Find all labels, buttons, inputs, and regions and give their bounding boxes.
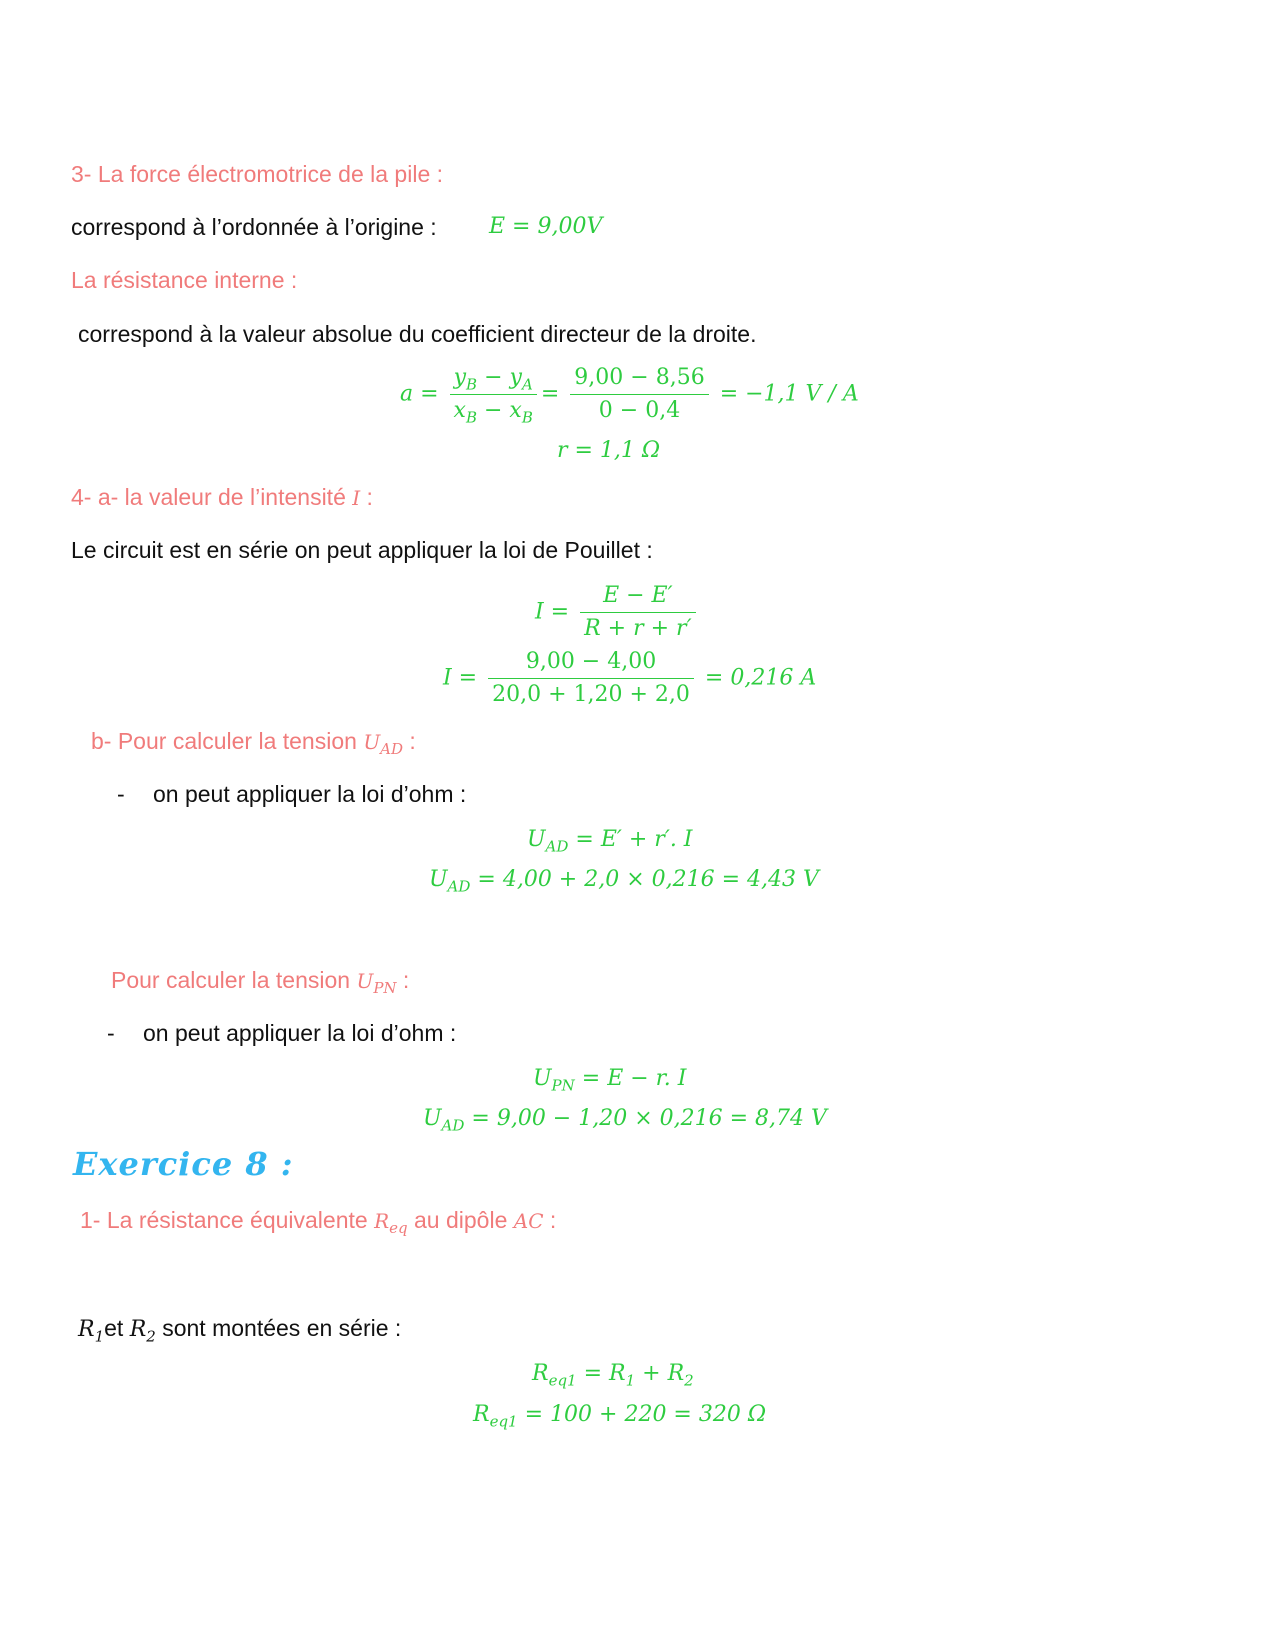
slope-fraction-symbolic — [450, 364, 537, 425]
section3-line1: correspond à l’ordonnée à l’origine : — [71, 214, 437, 240]
upn-calc-rhs: = 9,00 − 1,20 × 0,216 = 8,74 V — [471, 1106, 827, 1131]
slope-den2: 0 − 0,4 — [598, 398, 681, 423]
pouillet-intro: Le circuit est en série on peut appliquer la loi de Pouillet : — [71, 537, 653, 563]
exercise-title: Exercice 8 : — [73, 1145, 294, 1183]
section4-heading-a-text: 4- a- la valeur de l’intensité — [71, 484, 346, 510]
bullet-dash-2: - — [107, 1020, 115, 1046]
bullet2-text: on peut appliquer la loi d’ohm : — [143, 1020, 457, 1046]
bullet-dash-1: - — [117, 781, 125, 807]
section3-line2: correspond à la valeur absolue du coefficient directeur de la droite. — [78, 321, 757, 347]
pouillet-calc-den: 20,0 + 1,20 + 2,0 — [492, 682, 690, 707]
pouillet-calc-fraction — [488, 648, 694, 709]
pouillet-den: R + r + r′ — [584, 616, 692, 641]
upn-var: $U_{PN}$ — [356, 969, 397, 997]
uad-formula: $U_{AD} = E' + r'$. I — [527, 827, 693, 856]
pouillet-calc-num: 9,00 − 4,00 — [488, 648, 694, 679]
section3-heading: 3- La force électromotrice de la pile : — [71, 161, 444, 187]
series-et: et — [104, 1315, 124, 1341]
pouillet-formula: I = $\frac{E - E'}{R + r + r'}$ — [535, 582, 700, 643]
upn-formula-rhs: = E − r. I — [581, 1066, 687, 1091]
upn-formula: $U_{PN} = E - r$. I — [533, 1066, 687, 1095]
pouillet-num: E − E′ — [580, 582, 695, 613]
slope-num2: 9,00 − 8,56 — [570, 364, 708, 395]
emf-value: E = 9,00V — [489, 214, 603, 239]
uad-calc-rhs: = 4,00 + 2,0 × 0,216 = 4,43 V — [477, 867, 819, 892]
slope-den1: $x_B - x_B$ — [453, 398, 533, 427]
slope-fraction-numeric — [570, 364, 708, 425]
pouillet-calc-result: = 0,216 A — [704, 665, 817, 691]
bullet1-text: on peut appliquer la loi d’ohm : — [153, 781, 467, 807]
upn-calc: $U_{AD} = 9,00 - 1,20 \times 0,216 = 8,74$ V — [423, 1106, 827, 1135]
req1-calc-rhs: = 100 + 220 = 320 Ω — [524, 1402, 767, 1427]
req-var: $R_{eq}$ — [374, 1209, 408, 1237]
pouillet-fraction — [580, 582, 695, 643]
ex8-q1-mid: au dipôle — [414, 1207, 508, 1233]
slope-lhs: a = — [400, 381, 439, 407]
uad-calc: $U_{AD} = 4,00 + 2,0 \times 0,216 = 4,43$ V — [429, 867, 819, 896]
dipole-var: AC — [513, 1209, 544, 1233]
req1-calc: $R_{eq1} = 100 + 220 = 320$ Ω — [473, 1402, 767, 1431]
internal-resistance-result: r = 1,1 Ω — [557, 438, 661, 463]
upn-heading-text: Pour calculer la tension — [111, 967, 351, 993]
upn-heading: Pour calculer la tension $U_{PN}$ : — [111, 967, 410, 997]
intensity-var: I — [352, 486, 361, 510]
series-text: $R_1et$ $R_2$ sont montées en série : — [78, 1315, 402, 1346]
ex8-q1-heading: 1- La résistance équivalente $R_{eq}$ au dipôle AC : — [80, 1207, 557, 1237]
pouillet-calc: I = $\frac{9,00 - 4,00}{20,0 + 1,20 + 2,0}$ = 0,216 A — [443, 649, 817, 707]
section4-heading-b: b- Pour calculer la tension $U_{AD}$ : — [91, 728, 416, 758]
uad-formula-rhs: = E′ + r′. I — [575, 827, 693, 852]
slope-num1: $y_B - y_A$ — [450, 364, 537, 395]
section4-heading-a: 4- a- la valeur de l’intensité I : — [71, 484, 373, 510]
uad-var: $U_{AD}$ — [363, 730, 404, 758]
slope-result: = −1,1 V / A — [719, 381, 859, 407]
ex8-q1-heading-text: 1- La résistance équivalente — [80, 1207, 368, 1233]
req1-formula-rhs: = R — [583, 1361, 626, 1386]
series-rest: sont montées en série : — [162, 1315, 402, 1341]
section4-heading-b-text: b- Pour calculer la tension — [91, 728, 357, 754]
req1-formula: $R_{eq1} = R_1 + R_2$ — [532, 1361, 694, 1390]
section3-heading2: La résistance interne : — [71, 267, 298, 293]
slope-equation: a = $\frac{y_B - y_A}{x_B - x_B}$ = $\frac{9,00 - 8,56}{0 - 0,4}$ = −1,1 V / A — [400, 365, 859, 427]
